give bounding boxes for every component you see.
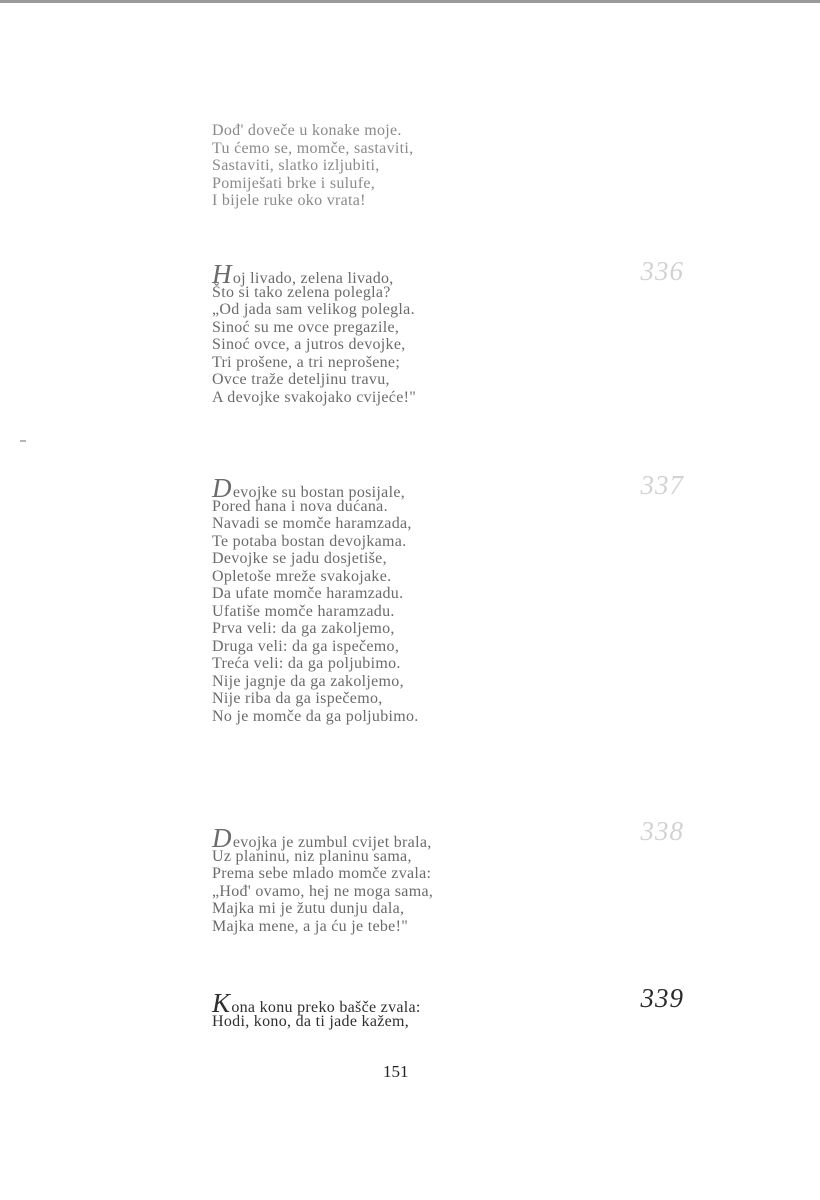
poem-line: I bijele ruke oko vrata! [212, 192, 366, 209]
poem-338 [212, 823, 632, 935]
poem-number-339: 339 [640, 983, 684, 1013]
drop-initial: K [212, 988, 231, 1018]
poem-line: Da ufate momče haramzadu. [212, 585, 404, 602]
poem-line: „Hođ' ovamo, hej ne moga sama, [212, 882, 434, 900]
poem-line: ona konu preko bašče zvala: [231, 999, 421, 1016]
poem-line: Tri prošene, a tri neprošene; [212, 353, 401, 371]
poem-line: Tu ćemo se, momče, sastaviti, [212, 139, 414, 157]
poem-line: Navadi se momče haramzada, [212, 515, 412, 532]
poem-line: Ovce traže deteljinu travu, [212, 371, 390, 388]
poem-number-336: 336 [640, 256, 684, 286]
poem-line: Te potaba bostan devojkama. [212, 532, 407, 550]
poem-line: evojka je zumbul cvijet brala, [232, 834, 432, 851]
poem-line: Devojke se jadu dosjetiše, [212, 550, 387, 567]
poem-line: Opletoše mreže svakojake. [212, 567, 392, 585]
page-number: 151 [383, 1062, 409, 1081]
poem-line: oj livado, zelena livado, [232, 270, 394, 287]
poem-line: evojke su bostan posijale, [232, 484, 406, 501]
poem-line: Nije riba da ga ispečemo, [212, 690, 383, 707]
poem-line: Ufatiše momče haramzadu. [212, 602, 395, 620]
poem-line: Majka mi je žutu dunju dala, [212, 900, 405, 917]
poem-line: Prva veli: da ga zakoljemo, [212, 620, 395, 637]
poem-line: Treća veli: da ga poljubimo. [212, 655, 401, 672]
drop-initial: H [212, 259, 232, 289]
poem-line: Uz planinu, niz planinu sama, [212, 847, 412, 865]
poem-336 [212, 259, 632, 406]
poem-line: Majka mene, a ja ću je tebe!" [212, 917, 409, 935]
drop-initial: D [212, 473, 232, 503]
poem-337 [212, 473, 632, 725]
poem-line: No je momče da ga poljubimo. [212, 707, 419, 725]
poem-line: Sinoć ovce, a jutros devojke, [212, 336, 406, 353]
poem-line: Pomiješati brke i sulufe, [212, 174, 376, 192]
drop-initial: D [212, 823, 232, 853]
poem-line: Što si tako zelena polegla? [212, 283, 391, 301]
poem-line: Prema sebe mlado momče zvala: [212, 865, 432, 882]
poem-line: „Od jada sam velikog polegla. [212, 301, 415, 318]
poem-line: A devojke svakojako cvijeće!" [212, 388, 417, 406]
poem-number-338: 338 [640, 816, 684, 846]
poem-stanza-continuation [212, 122, 632, 210]
poem-line: Dođ' doveče u konake moje. [212, 122, 402, 139]
poem-line: Hodi, kono, da ti jade kažem, [212, 1012, 410, 1030]
margin-mark [20, 440, 26, 442]
poem-line: Pored hana i nova dućana. [212, 497, 388, 515]
poem-line: Sastaviti, slatko izljubiti, [212, 157, 380, 174]
poem-number-337: 337 [640, 470, 684, 500]
poem-line: Sinoć su me ovce pregazile, [212, 318, 400, 336]
poem-line: Druga veli: da ga ispečemo, [212, 637, 400, 655]
poem-line: Nije jagnje da ga zakoljemo, [212, 672, 404, 690]
poem-339 [212, 988, 632, 1030]
